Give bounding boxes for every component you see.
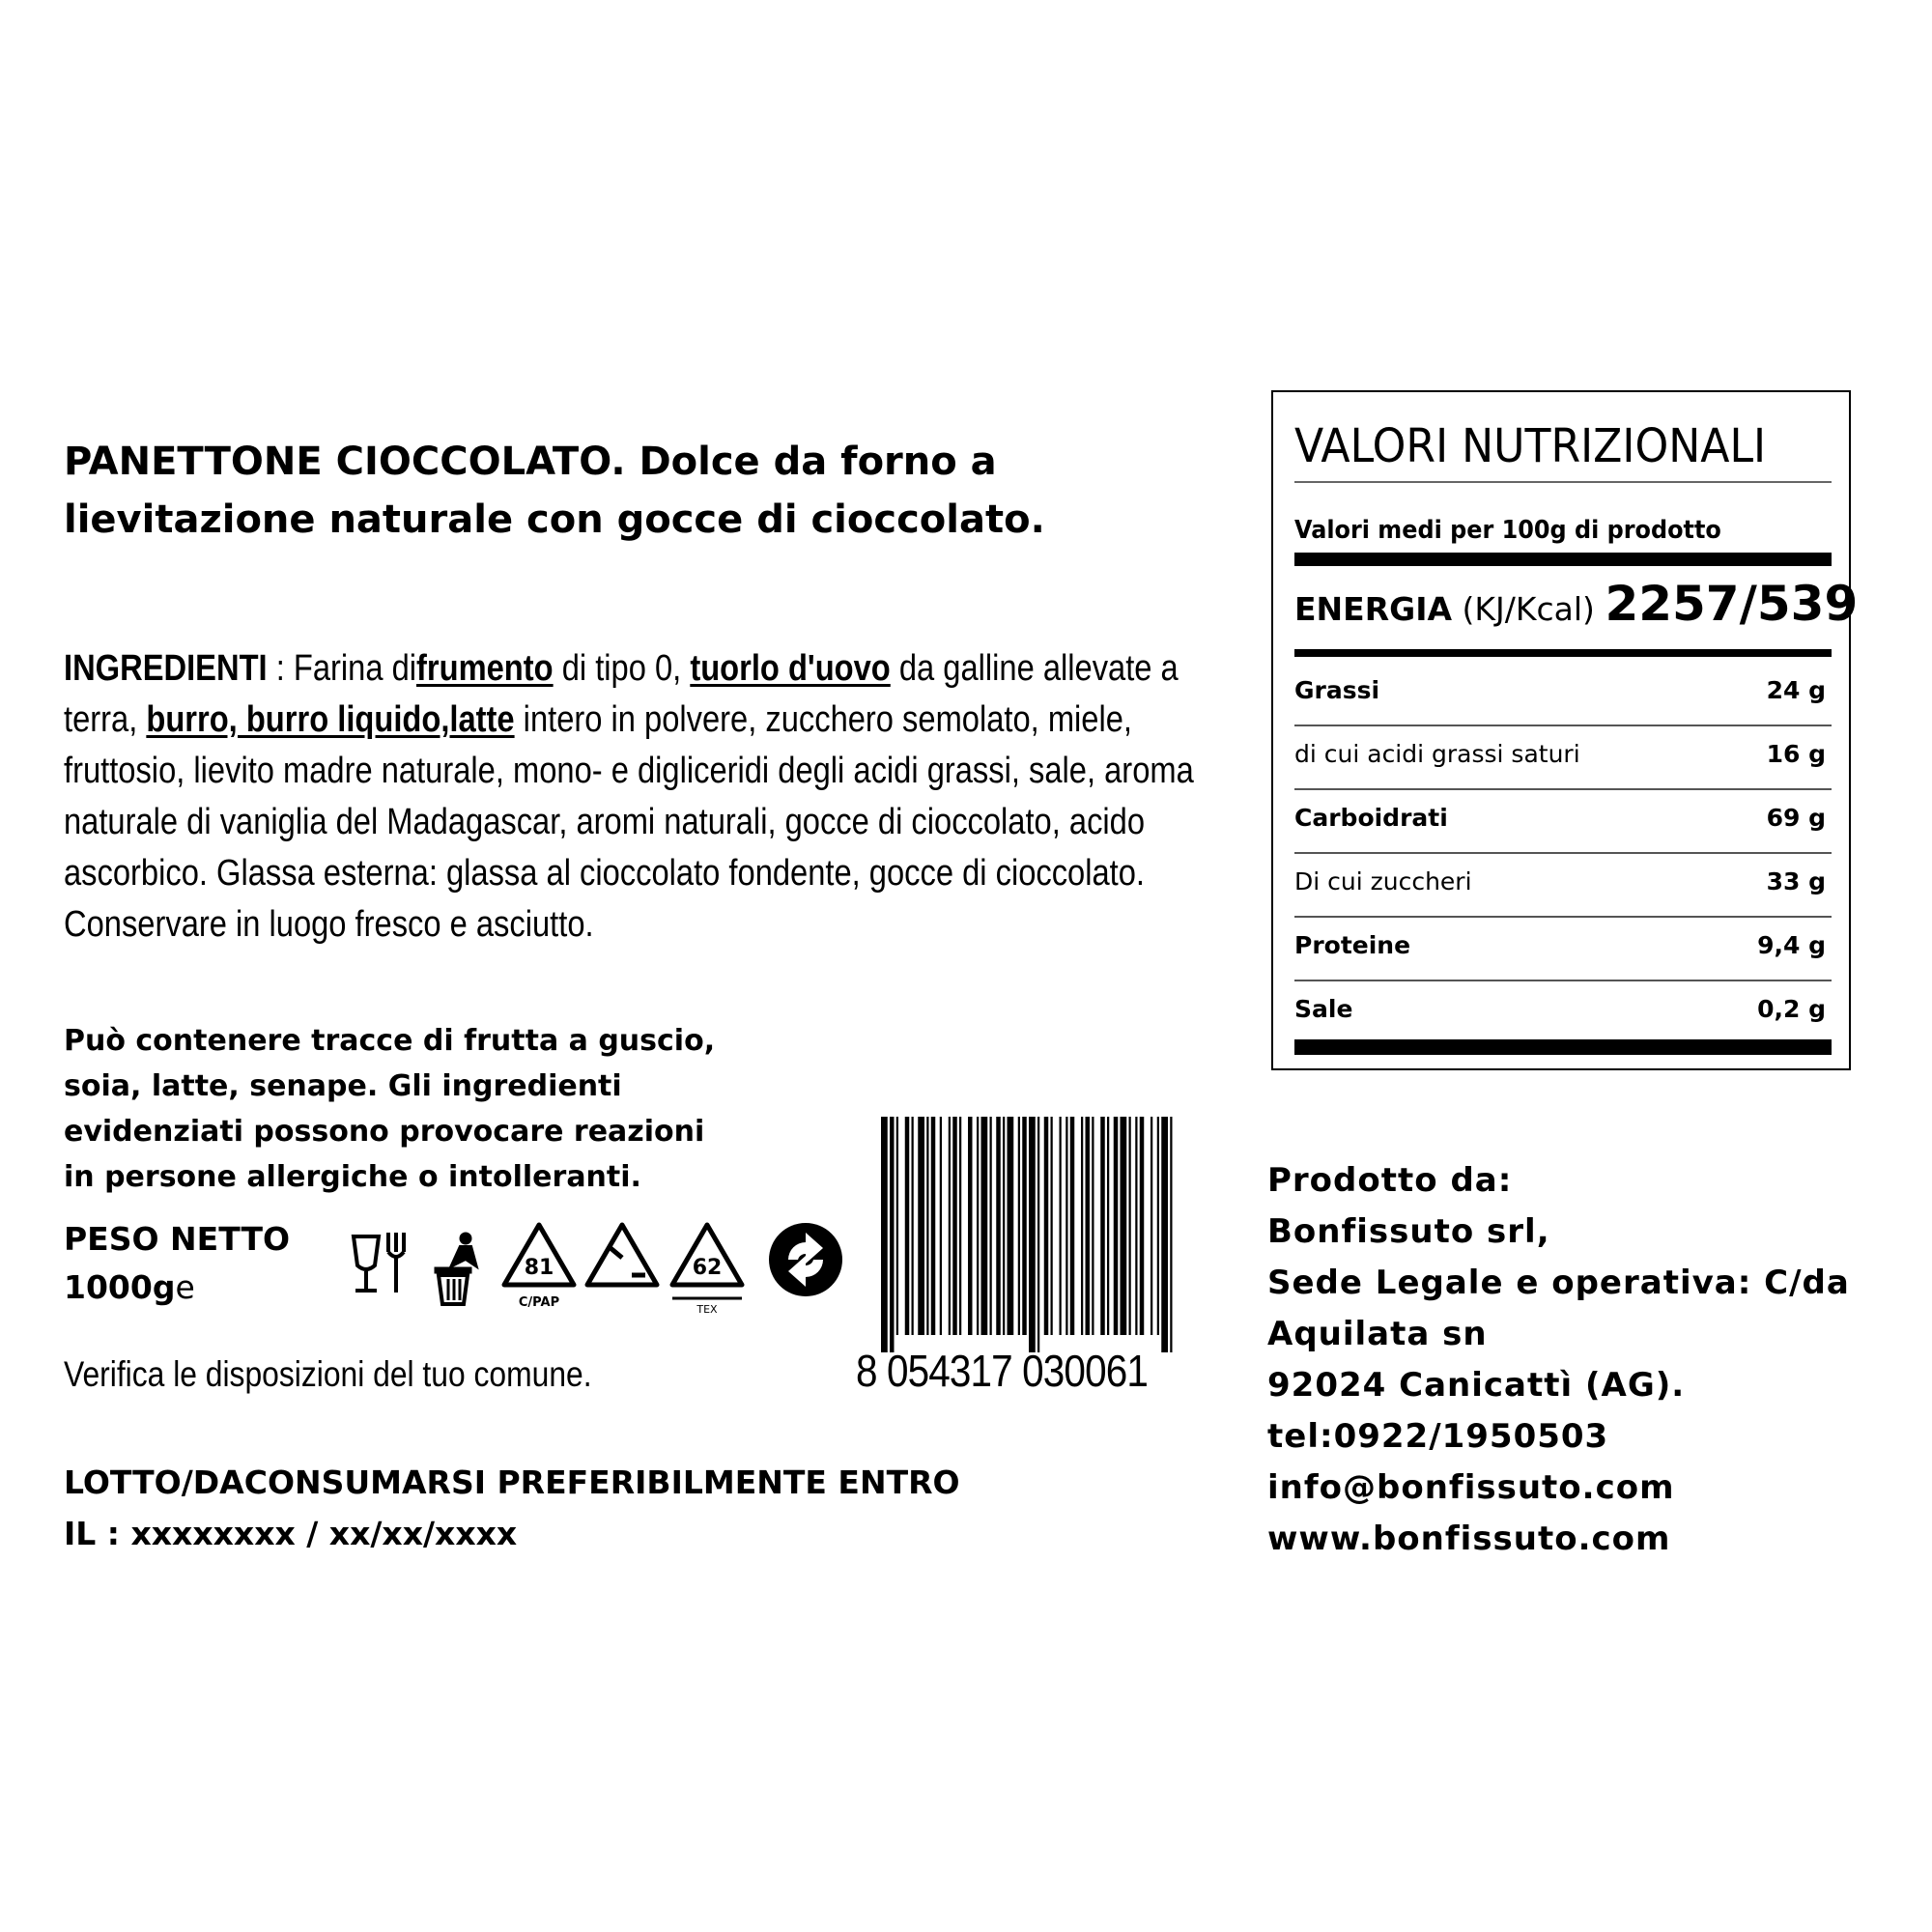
barcode-bar xyxy=(1161,1117,1168,1352)
net-weight-label: PESO NETTO xyxy=(64,1220,291,1258)
barcode-bar xyxy=(949,1117,951,1335)
nutrient-row xyxy=(1294,726,1832,790)
lot-expiry-line-1: LOTTO/DACONSUMARSI PREFERIBILMENTE ENTRO xyxy=(64,1463,960,1501)
allergen-burro-latte: burro, burro liquido,latte xyxy=(146,699,515,740)
product-title-line-1: PANETTONE CIOCCOLATO. Dolce da forno a xyxy=(64,440,997,484)
producer-line-8: www.bonfissuto.com xyxy=(1267,1520,1671,1558)
allergen-frumento: frumento xyxy=(416,648,554,689)
nutrient-name: Di cui zuccheri xyxy=(1294,867,1472,895)
recycle-81-icon xyxy=(504,1225,574,1310)
estimated-e-mark: e xyxy=(175,1268,195,1306)
barcode-bar xyxy=(1092,1117,1094,1335)
barcode-bar xyxy=(990,1117,992,1335)
barcode-bar xyxy=(1100,1117,1105,1335)
nutrition-thick-rule-top xyxy=(1294,553,1832,566)
svg-text:TEX: TEX xyxy=(696,1303,718,1316)
barcode-bar xyxy=(1151,1117,1152,1335)
barcode-bar xyxy=(1114,1117,1119,1335)
producer-line-6: tel:0922/1950503 xyxy=(1267,1417,1609,1456)
food-contact-icon xyxy=(354,1233,404,1293)
nutrient-name: di cui acidi grassi saturi xyxy=(1294,740,1580,768)
barcode-bar xyxy=(890,1117,895,1352)
barcode-bar xyxy=(1070,1117,1075,1335)
barcode-bar xyxy=(1008,1117,1014,1335)
nutrition-subheading: Valori medi per 100g di prodotto xyxy=(1294,516,1721,545)
net-weight xyxy=(64,1215,290,1312)
producer-line-2: Bonfissuto srl, xyxy=(1267,1212,1550,1251)
allergen-notice-line-2: soia, latte, senape. Gli ingredienti xyxy=(64,1069,622,1103)
barcode-bar xyxy=(912,1117,914,1335)
tidy-man-bin-icon xyxy=(435,1233,477,1304)
svg-text:81: 81 xyxy=(524,1256,554,1280)
nutrition-heading: VALORI NUTRIZIONALI xyxy=(1294,419,1767,473)
svg-text:62: 62 xyxy=(692,1256,723,1280)
barcode-bar xyxy=(996,1117,1001,1335)
barcode-bar xyxy=(1129,1117,1131,1335)
producer-line-1: Prodotto da: xyxy=(1267,1161,1513,1200)
barcode-bar xyxy=(981,1117,988,1335)
barcode-bar xyxy=(1044,1117,1049,1335)
barcode-bar xyxy=(881,1117,888,1352)
product-title-line-2: lievitazione naturale con gocce di cioccolato. xyxy=(64,497,1045,542)
svg-text:C/PAP: C/PAP xyxy=(518,1295,560,1310)
nutrient-value: 33 g xyxy=(1766,867,1826,895)
barcode-bar xyxy=(1135,1117,1137,1335)
barcode-bar xyxy=(959,1117,961,1335)
barcode-bar xyxy=(1121,1117,1127,1335)
barcode-bar xyxy=(1140,1117,1145,1335)
nutrition-energy-rule xyxy=(1294,649,1832,657)
nutrient-row xyxy=(1294,790,1832,854)
packaging-icons xyxy=(350,1219,852,1316)
net-weight-value: 1000g xyxy=(64,1268,176,1306)
nutrient-name: Sale xyxy=(1294,995,1353,1023)
barcode-bar xyxy=(1022,1117,1027,1335)
energy-unit: (KJ/Kcal) xyxy=(1452,590,1605,628)
green-dot-icon xyxy=(769,1223,842,1296)
barcode-bar xyxy=(940,1117,942,1335)
nutrient-value: 24 g xyxy=(1766,676,1826,704)
nutrient-value: 69 g xyxy=(1766,804,1826,832)
barcode-bar xyxy=(918,1117,924,1335)
barcode-bar xyxy=(977,1117,979,1335)
nutrient-name: Proteine xyxy=(1294,931,1411,959)
recycle-62-icon xyxy=(672,1225,742,1316)
barcode-bar xyxy=(1170,1117,1172,1352)
energy-label: ENERGIA xyxy=(1294,590,1453,628)
barcode-bar xyxy=(1051,1117,1053,1335)
barcode-bars xyxy=(881,1117,1177,1352)
product-title xyxy=(64,433,1204,549)
barcode-bar xyxy=(1086,1117,1091,1335)
nutrient-name: Carboidrati xyxy=(1294,804,1448,832)
nutrition-table xyxy=(1271,390,1859,1070)
allergen-notice-line-1: Può contenere tracce di frutta a guscio, xyxy=(64,1024,716,1058)
ingredients-text-2: da galline allevate a terra, xyxy=(64,648,1179,740)
barcode-bar xyxy=(1003,1117,1005,1335)
energy-row xyxy=(1294,576,1858,632)
recycle-icon xyxy=(587,1225,657,1285)
barcode-bar xyxy=(1107,1117,1109,1335)
allergen-tuorlo: tuorlo d'uovo xyxy=(690,648,891,689)
ingredients-block xyxy=(64,643,1202,951)
nutrient-value: 16 g xyxy=(1766,740,1826,768)
producer-line-3: Sede Legale e operativa: C/da xyxy=(1267,1264,1850,1302)
allergen-notice-line-3: evidenziati possono provocare reazioni xyxy=(64,1115,705,1149)
nutrient-row xyxy=(1294,854,1832,918)
barcode-bar xyxy=(1060,1117,1062,1335)
disposal-instruction: Verifica le disposizioni del tuo comune. xyxy=(64,1354,592,1394)
barcode-bar xyxy=(896,1117,898,1335)
nutrient-row xyxy=(1294,663,1832,726)
lot-expiry xyxy=(64,1457,960,1559)
producer-line-7: info@bonfissuto.com xyxy=(1267,1468,1675,1507)
barcode-bar xyxy=(1157,1117,1159,1335)
ingredients-text-0: : Farina di xyxy=(267,648,417,689)
barcode-bar xyxy=(926,1117,928,1335)
allergen-notice-line-4: in persone allergiche o intolleranti. xyxy=(64,1160,641,1194)
lot-expiry-line-2: IL : xxxxxxxx / xx/xx/xxxx xyxy=(64,1515,518,1552)
nutrient-row xyxy=(1294,981,1832,1045)
energy-value: 2257/539 xyxy=(1605,576,1859,632)
barcode-bar xyxy=(905,1117,910,1335)
barcode-bar xyxy=(1018,1117,1020,1335)
nutrient-name: Grassi xyxy=(1294,676,1380,704)
ingredients-text-3: intero in polvere, zucchero semolato, miele, fruttosio, lievito madre naturale, mono- e digliceridi degli acidi grassi, sale, aroma naturale di vaniglia del Madagascar, aromi naturali, gocce di cioccolato, acido ascorbico. Glassa esterna: glassa al cioccolato fondente, gocce di cioccolato. xyxy=(64,699,1194,894)
barcode-bar xyxy=(1029,1117,1036,1352)
allergen-notice xyxy=(64,1018,740,1200)
barcode-bar xyxy=(1081,1117,1083,1335)
nutrition-heading-rule xyxy=(1294,481,1832,483)
barcode-number: 8 054317 030061 xyxy=(856,1346,1148,1396)
producer-line-5: 92024 Canicattì (AG). xyxy=(1267,1366,1686,1405)
barcode-bar xyxy=(1065,1117,1067,1335)
producer-info xyxy=(1267,1155,1850,1565)
ingredients-label: INGREDIENTI xyxy=(64,648,268,689)
nutrient-row xyxy=(1294,918,1832,981)
nutrient-value: 9,4 g xyxy=(1757,931,1826,959)
producer-line-4: Aquilata sn xyxy=(1267,1315,1488,1353)
barcode-bar xyxy=(1037,1117,1039,1352)
barcode-bar xyxy=(931,1117,936,1335)
nutrition-thick-rule-bottom xyxy=(1294,1039,1832,1055)
ingredients-text-1: di tipo 0, xyxy=(553,648,691,689)
barcode-bar xyxy=(968,1117,973,1335)
barcode-bar xyxy=(952,1117,957,1335)
storage-instruction: Conservare in luogo fresco e asciutto. xyxy=(64,904,594,945)
nutrient-value: 0,2 g xyxy=(1757,995,1826,1023)
